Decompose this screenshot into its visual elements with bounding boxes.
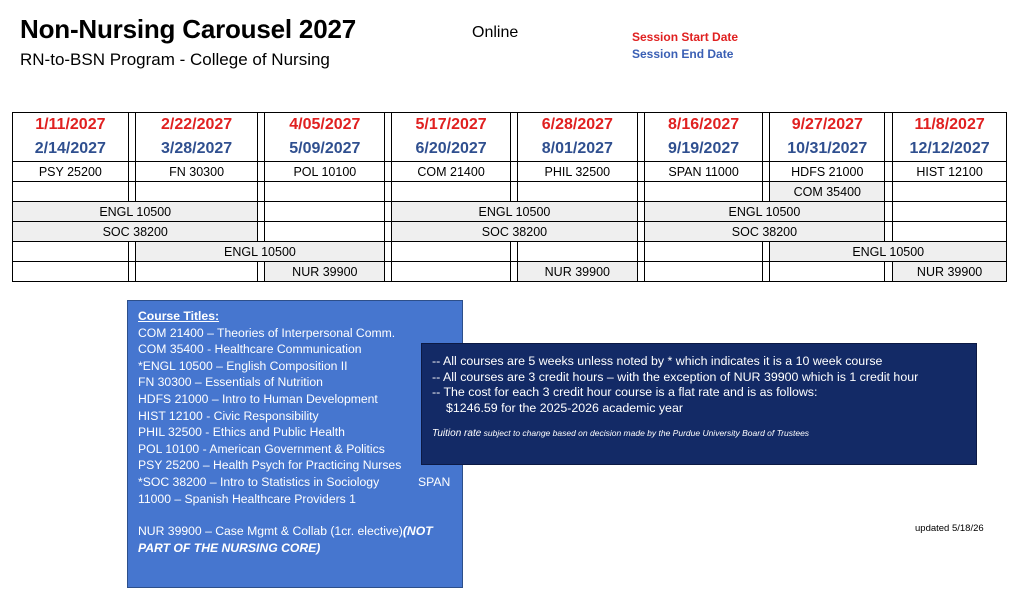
course-cell: SOC 38200	[644, 222, 884, 242]
page-title: Non-Nursing Carousel 2027	[20, 14, 356, 44]
schedule-grid	[12, 112, 1007, 282]
session-2-start: 2/22/2027	[135, 113, 258, 138]
course-cell: COM 35400	[770, 182, 885, 202]
nur-course-note-cont: PART OF THE NURSING CORE)	[138, 540, 321, 555]
course-row-5	[13, 242, 1007, 262]
course-cell: NUR 39900	[265, 262, 385, 282]
nur-course-note: (NOT	[402, 524, 433, 539]
nur-course-line	[138, 523, 452, 540]
course-cell: NUR 39900	[893, 262, 1007, 282]
tuition-disclaimer	[432, 426, 966, 442]
session-4-end: 6/20/2027	[392, 138, 511, 162]
session-end-row	[13, 138, 1007, 162]
course-cell: COM 21400	[392, 162, 511, 182]
course-cell: ENGL 10500	[644, 202, 884, 222]
session-8-end: 12/12/2027	[893, 138, 1007, 162]
session-7-end: 10/31/2027	[770, 138, 885, 162]
nur-course-text: NUR 39900 – Case Mgmt & Collab (1cr. elective)	[138, 524, 403, 539]
notes-box	[421, 343, 977, 465]
course-row-4	[13, 222, 1007, 242]
course-titles-heading: Course Titles:	[138, 309, 220, 323]
session-8-start: 11/8/2027	[893, 113, 1007, 138]
tuition-disclaimer-lead: Tuition rate	[432, 428, 482, 439]
course-title-line: POL 10100 - American Government & Politics	[138, 441, 385, 456]
course-row-3	[13, 202, 1007, 222]
session-7-start: 9/27/2027	[770, 113, 885, 138]
course-cell: NUR 39900	[517, 262, 637, 282]
updated-date: updated 5/18/26	[915, 523, 984, 534]
note-line: -- All courses are 3 credit hours – with the exception of NUR 39900 which is 1 credit hour	[432, 369, 919, 384]
course-row-2	[13, 182, 1007, 202]
note-line: -- All courses are 5 weeks unless noted by * which indicates it is a 10 week course	[432, 354, 883, 368]
course-cell: PSY 25200	[13, 162, 129, 182]
tuition-disclaimer-text: subject to change based on decision made by the Purdue University Board of Trustees	[481, 428, 810, 438]
course-cell: SPAN 11000	[644, 162, 763, 182]
tuition-amount: $1246.59 for the 2025-2026 academic year	[446, 400, 683, 415]
course-title-line: HDFS 21000 – Intro to Human Development	[138, 391, 378, 406]
course-cell: ENGL 10500	[135, 242, 384, 262]
course-cell: PHIL 32500	[517, 162, 637, 182]
course-title-line: PHIL 32500 - Ethics and Public Health	[138, 425, 345, 440]
session-6-end: 9/19/2027	[644, 138, 763, 162]
session-5-end: 8/01/2027	[517, 138, 637, 162]
course-title-line: COM 21400 – Theories of Interpersonal Comm.	[138, 325, 396, 340]
course-cell: SOC 38200	[13, 222, 258, 242]
session-1-start: 1/11/2027	[13, 113, 129, 138]
course-cell: ENGL 10500	[392, 202, 637, 222]
course-row-6	[13, 262, 1007, 282]
session-3-end: 5/09/2027	[265, 138, 385, 162]
session-3-start: 4/05/2027	[265, 113, 385, 138]
note-line: -- The cost for each 3 credit hour course is a flat rate and is as follows:	[432, 385, 818, 399]
course-cell: ENGL 10500	[13, 202, 258, 222]
course-cell: POL 10100	[265, 162, 385, 182]
course-title-line: *ENGL 10500 – English Composition II	[138, 358, 348, 373]
course-title-line: PSY 25200 – Health Psych for Practicing Nurses	[138, 458, 402, 473]
course-title-line: HIST 12100 - Civic Responsibility	[138, 408, 319, 423]
course-row-1	[13, 162, 1007, 182]
legend-end-date: Session End Date	[632, 47, 734, 61]
course-title-line: COM 35400 - Healthcare Communication	[138, 342, 362, 357]
course-titles-box	[127, 300, 463, 588]
session-6-start: 8/16/2027	[644, 113, 763, 138]
course-cell: HDFS 21000	[770, 162, 885, 182]
session-2-end: 3/28/2027	[135, 138, 258, 162]
course-cell: FN 30300	[135, 162, 258, 182]
course-title-line: *SOC 38200 – Intro to Statistics in Sociology	[138, 474, 380, 489]
page-subtitle: RN-to-BSN Program - College of Nursing	[20, 50, 330, 69]
session-5-start: 6/28/2027	[517, 113, 637, 138]
course-cell: ENGL 10500	[770, 242, 1007, 262]
course-cell: SOC 38200	[392, 222, 637, 242]
session-4-start: 5/17/2027	[392, 113, 511, 138]
course-title-line: FN 30300 – Essentials of Nutrition	[138, 375, 323, 390]
course-title-line: 11000 – Spanish Healthcare Providers 1	[138, 491, 356, 506]
session-1-end: 2/14/2027	[13, 138, 129, 162]
course-cell: HIST 12100	[893, 162, 1007, 182]
span-label: SPAN	[418, 475, 451, 489]
delivery-mode: Online	[472, 24, 519, 41]
session-start-row	[13, 113, 1007, 138]
legend-start-date: Session Start Date	[632, 30, 739, 44]
